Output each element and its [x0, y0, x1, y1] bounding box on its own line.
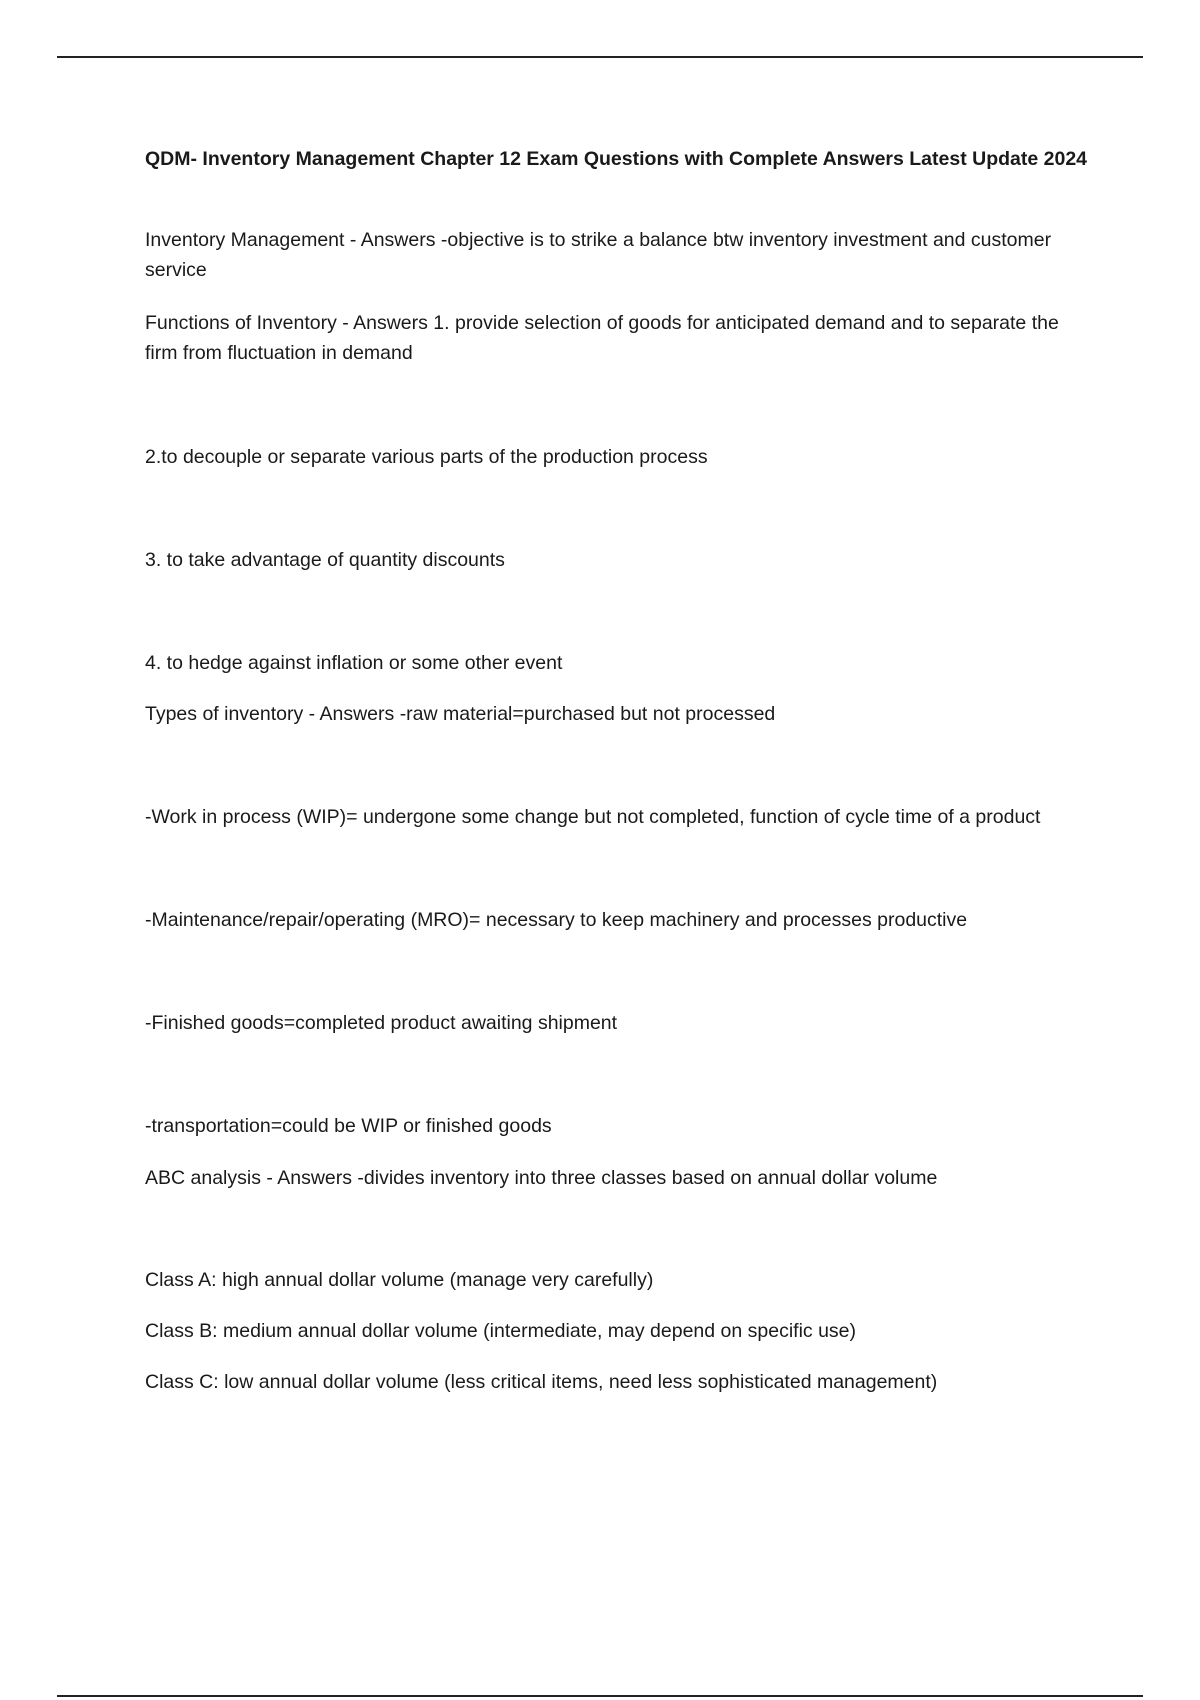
paragraph-class-b: Class B: medium annual dollar volume (intermediate, may depend on specific use)	[145, 1320, 857, 1342]
paragraph-function-4: 4. to hedge against inflation or some other event	[145, 652, 563, 674]
paragraph-inventory-management: Inventory Management - Answers -objective is to strike a balance btw inventory investment and customer service	[145, 229, 1052, 281]
header-rule	[57, 56, 1143, 58]
paragraph-types-of-inventory: Types of inventory - Answers -raw material=purchased but not processed	[145, 703, 776, 725]
paragraph-function-3: 3. to take advantage of quantity discounts	[145, 549, 505, 571]
paragraph-class-c: Class C: low annual dollar volume (less critical items, need less sophisticated management)	[145, 1371, 938, 1393]
footer-rule	[57, 1695, 1143, 1697]
document-title: QDM- Inventory Management Chapter 12 Exam Questions with Complete Answers Latest Update 2024	[145, 148, 1088, 170]
paragraph-function-2: 2.to decouple or separate various parts of the production process	[145, 446, 708, 468]
paragraph-class-a: Class A: high annual dollar volume (manage very carefully)	[145, 1269, 654, 1291]
paragraph-finished-goods: -Finished goods=completed product awaiting shipment	[145, 1012, 618, 1034]
paragraph-functions-of-inventory: Functions of Inventory - Answers 1. provide selection of goods for anticipated demand and to separate the firm from fluctuation in demand	[145, 312, 1059, 364]
paragraph-wip: -Work in process (WIP)= undergone some change but not completed, function of cycle time of a product	[145, 806, 1041, 828]
paragraph-abc-analysis: ABC analysis - Answers -divides inventory into three classes based on annual dollar volume	[145, 1167, 938, 1189]
paragraph-mro: -Maintenance/repair/operating (MRO)= necessary to keep machinery and processes productive	[145, 909, 968, 931]
paragraph-transportation: -transportation=could be WIP or finished goods	[145, 1115, 552, 1137]
